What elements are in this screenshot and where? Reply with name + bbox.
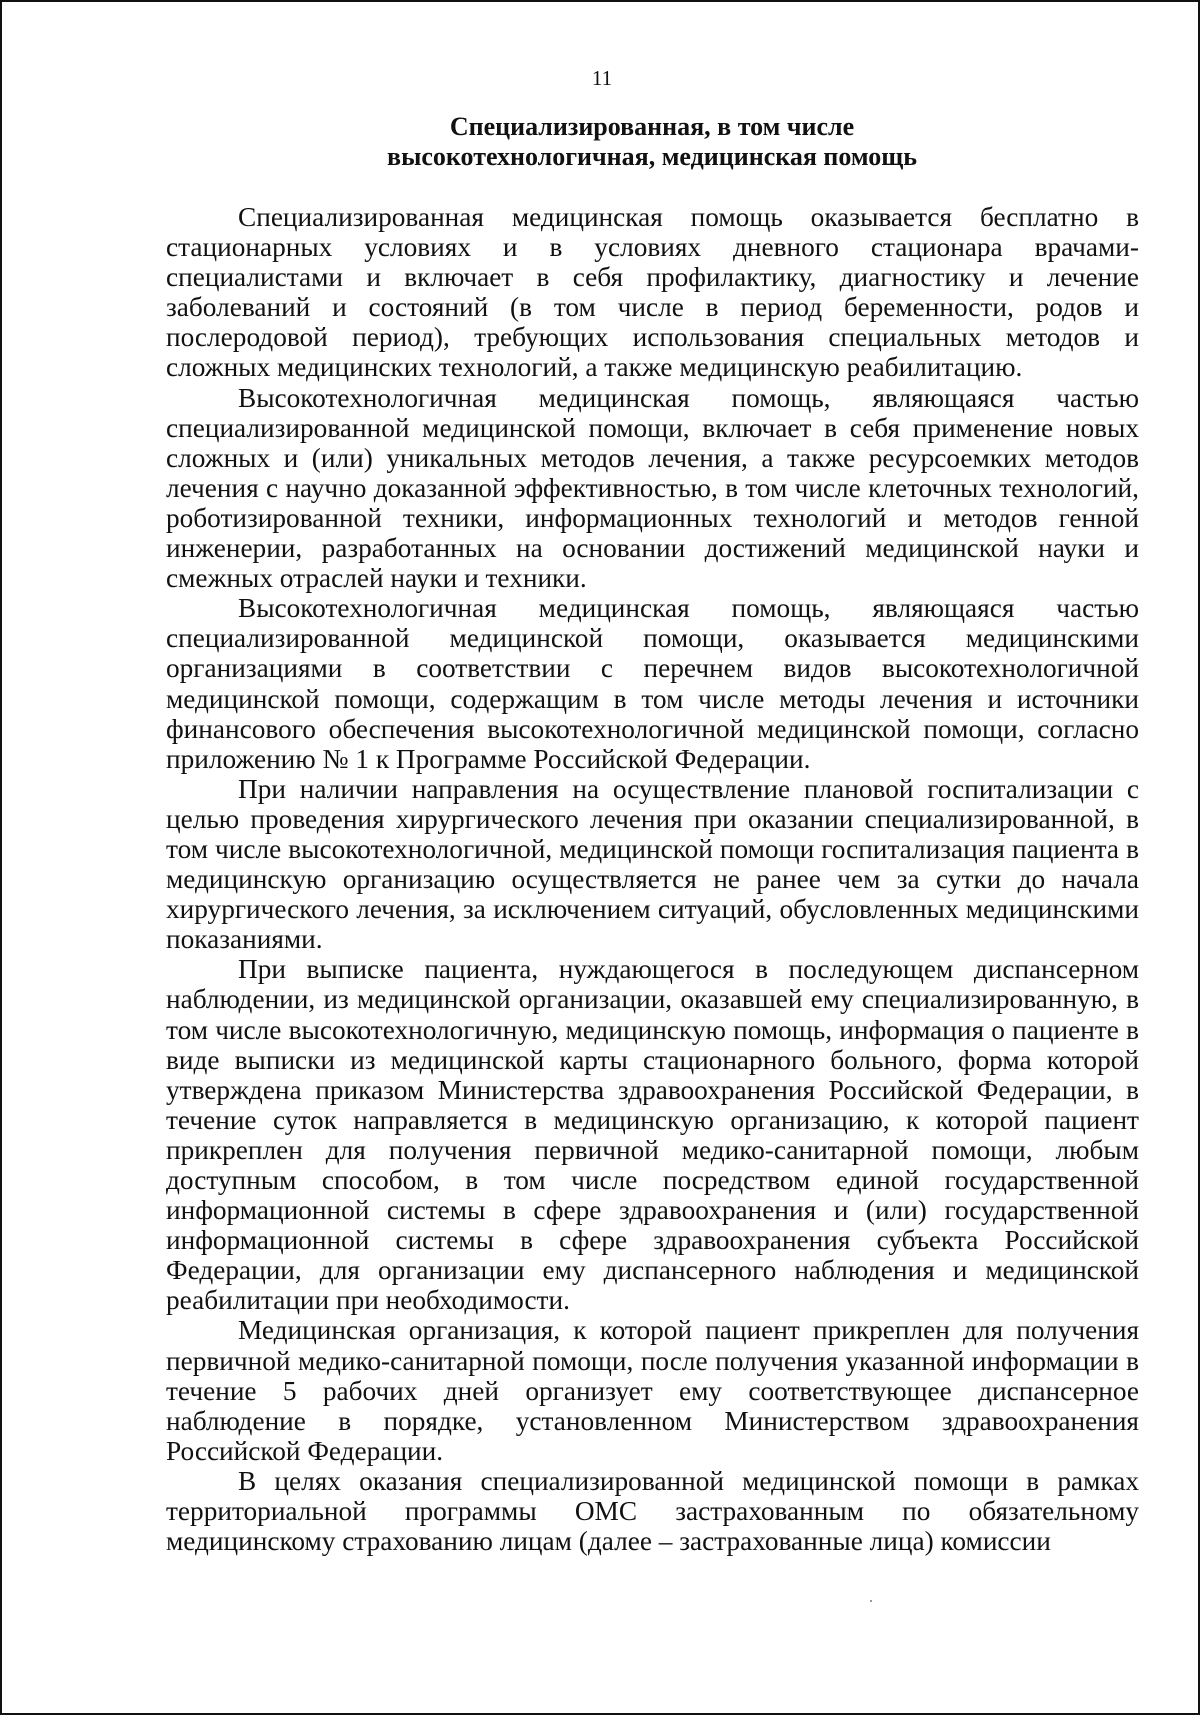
paragraph-discharge-information: При выписке пациента, нуждающегося в последующем диспансерном наблюдении, из медицинской организации, оказавшей ему специализированную, в том числе высокотехнологичную, медицинскую помощь, информация о пациенте в виде выписки из медицинской карты стационарного больного, форма которой утверждена приказом Министерства здравоохранения Российской Федерации, в течение суток направляется в медицинскую организацию, к которой пациент прикреплен для получения первичной медико-санитарной помощи, любым доступным способом, в том числе посредством единой государственной информационной системы в сфере здравоохранения и (или) государственной информационной системы в сфере здравоохранения субъекта Российской Федерации, для организации ему диспансерного наблюдения и медицинской реабилитации при необходимости. — [166, 954, 1139, 1316]
scan-speck — [870, 1600, 872, 1602]
paragraph-high-tech-care-provision: Высокотехнологичная медицинская помощь, являющаяся частью специализированной медицинской помощи, оказывается медицинскими организациями в соответствии с перечнем видов высокотехнологичной медицинской помощи, содержащим в том числе методы лечения и источники финансового обеспечения высокотехнологичной медицинской помощи, согласно приложению № 1 к Программе Российской Федерации. — [166, 593, 1139, 774]
paragraph-dispensary-observation: Медицинская организация, к которой пациент прикреплен для получения первичной медико-санитарной помощи, после получения указанной информации в течение 5 рабочих дней организует ему соответствующее диспансерное наблюдение в порядке, установленном Министерством здравоохранения Российской Федерации. — [166, 1315, 1139, 1466]
paragraph-specialized-care: Специализированная медицинская помощь оказывается бесплатно в стационарных условиях и в условиях дневного стационара врачами-специалистами и включает в себя профилактику, диагностику и лечение заболеваний и состояний (в том числе в период беременности, родов и послеродовой период), требующих использования специальных методов и сложных медицинских технологий, а также медицинскую реабилитацию. — [166, 202, 1139, 383]
paragraph-oms-commissions: В целях оказания специализированной медицинской помощи в рамках территориальной программы ОМС застрахованным по обязательному медицинскому страхованию лицам (далее – застрахованные лица) комиссии — [166, 1465, 1139, 1557]
section-title-line-2: высокотехнологичная, медицинская помощь — [387, 142, 917, 171]
page-number: 11 — [591, 66, 613, 90]
section-title — [162, 112, 1142, 172]
section-title-line-1: Специализированная, в том числе — [449, 112, 855, 141]
body-text — [166, 202, 1139, 1556]
paragraph-high-tech-care-definition: Высокотехнологичная медицинская помощь, являющаяся частью специализированной медицинской помощи, включает в себя применение новых сложных и (или) уникальных методов лечения, а также ресурсоемких методов лечения с научно доказанной эффективностью, в том числе клеточных технологий, роботизированной техники, информационных технологий и методов генной инженерии, разработанных на основании достижений медицинской науки и смежных отраслей науки и техники. — [166, 382, 1139, 594]
paragraph-planned-hospitalization: При наличии направления на осуществление плановой госпитализации с целью проведения хирургического лечения при оказании специализированной, в том числе высокотехнологичной, медицинской помощи госпитализация пациента в медицинскую организацию осуществляется не ранее чем за сутки до начала хирургического лечения, за исключением ситуаций, обусловленных медицинскими показаниями. — [166, 773, 1139, 955]
